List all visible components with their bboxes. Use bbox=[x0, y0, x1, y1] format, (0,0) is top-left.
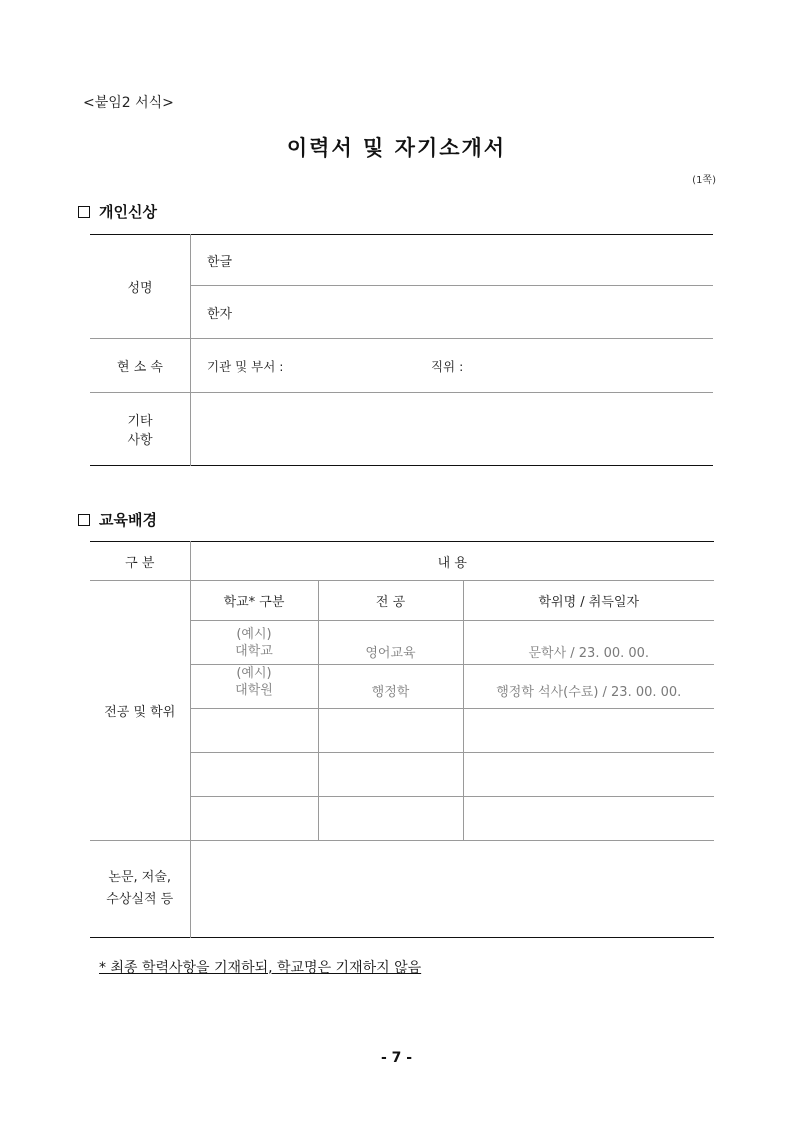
example-major[interactable]: 행정학 bbox=[318, 665, 463, 709]
etc-label bbox=[90, 393, 191, 466]
example-degree[interactable]: 행정학 석사(수료) / 23. 00. 00. bbox=[463, 665, 714, 709]
section-education bbox=[78, 509, 157, 530]
empty-cell[interactable] bbox=[318, 709, 463, 753]
empty-cell[interactable] bbox=[190, 753, 318, 797]
empty-cell[interactable] bbox=[463, 753, 714, 797]
org-dept-label: 기관 및 부서 : bbox=[207, 358, 284, 374]
section-personal bbox=[78, 201, 157, 222]
papers-label-line1: 논문, 저술, bbox=[108, 870, 172, 885]
papers-field[interactable] bbox=[190, 841, 714, 938]
page-label: (1쪽) bbox=[692, 175, 716, 186]
table-row bbox=[90, 339, 713, 393]
empty-cell[interactable] bbox=[463, 797, 714, 841]
empty-cell[interactable] bbox=[190, 709, 318, 753]
document-title: 이력서 및 자기소개서 bbox=[286, 136, 507, 160]
table-row bbox=[90, 393, 713, 466]
etc-label-line1: 기타 bbox=[127, 414, 153, 429]
example-degree[interactable]: 문학사 / 23. 00. 00. bbox=[463, 621, 714, 665]
empty-cell[interactable] bbox=[318, 753, 463, 797]
example-tag: (예시) bbox=[236, 666, 272, 681]
example-school: 대학원 bbox=[235, 683, 273, 698]
section-title-education: 교육배경 bbox=[99, 511, 157, 529]
category-header: 구 분 bbox=[125, 555, 155, 571]
degree-row-label: 전공 및 학위 bbox=[90, 581, 190, 841]
personal-info-table bbox=[90, 234, 713, 466]
papers-label bbox=[90, 841, 190, 938]
papers-label-line2: 수상실적 등 bbox=[106, 892, 174, 907]
affiliation-field[interactable] bbox=[191, 339, 714, 393]
table-row bbox=[90, 235, 713, 286]
checkbox-square-icon bbox=[78, 514, 90, 526]
example-tag: (예시) bbox=[236, 626, 272, 642]
table-row bbox=[90, 841, 714, 938]
empty-cell[interactable] bbox=[190, 797, 318, 841]
example-major[interactable]: 영어교육 bbox=[318, 621, 463, 665]
education-table bbox=[90, 541, 714, 938]
hangul-name-field[interactable]: 한글 bbox=[207, 254, 233, 270]
attachment-label: <붙임2 서식> bbox=[83, 95, 174, 111]
affiliation-label: 현 소 속 bbox=[90, 339, 191, 393]
content-header: 내 용 bbox=[190, 542, 714, 581]
table-row bbox=[90, 542, 714, 581]
etc-field[interactable] bbox=[191, 393, 714, 466]
degree-date-header: 학위명 / 취득일자 bbox=[463, 581, 714, 621]
etc-label-line2: 사항 bbox=[127, 433, 153, 448]
example-school-cell[interactable] bbox=[190, 621, 318, 665]
name-label: 성명 bbox=[90, 235, 191, 339]
table-row bbox=[90, 581, 714, 621]
major-header: 전 공 bbox=[318, 581, 463, 621]
hanja-name-field[interactable]: 한자 bbox=[191, 286, 714, 339]
example-school-cell[interactable] bbox=[190, 665, 318, 709]
checkbox-square-icon bbox=[78, 206, 90, 218]
example-school: 대학교 bbox=[235, 643, 273, 659]
school-type-header: 학교* 구분 bbox=[190, 581, 318, 621]
section-title-personal: 개인신상 bbox=[99, 203, 157, 221]
footer-page-number: - 7 - bbox=[380, 1050, 413, 1066]
footnote: * 최종 학력사항을 기재하되, 학교명은 기재하지 않음 bbox=[99, 960, 422, 976]
empty-cell[interactable] bbox=[463, 709, 714, 753]
position-label: 직위 : bbox=[430, 358, 464, 374]
empty-cell[interactable] bbox=[318, 797, 463, 841]
